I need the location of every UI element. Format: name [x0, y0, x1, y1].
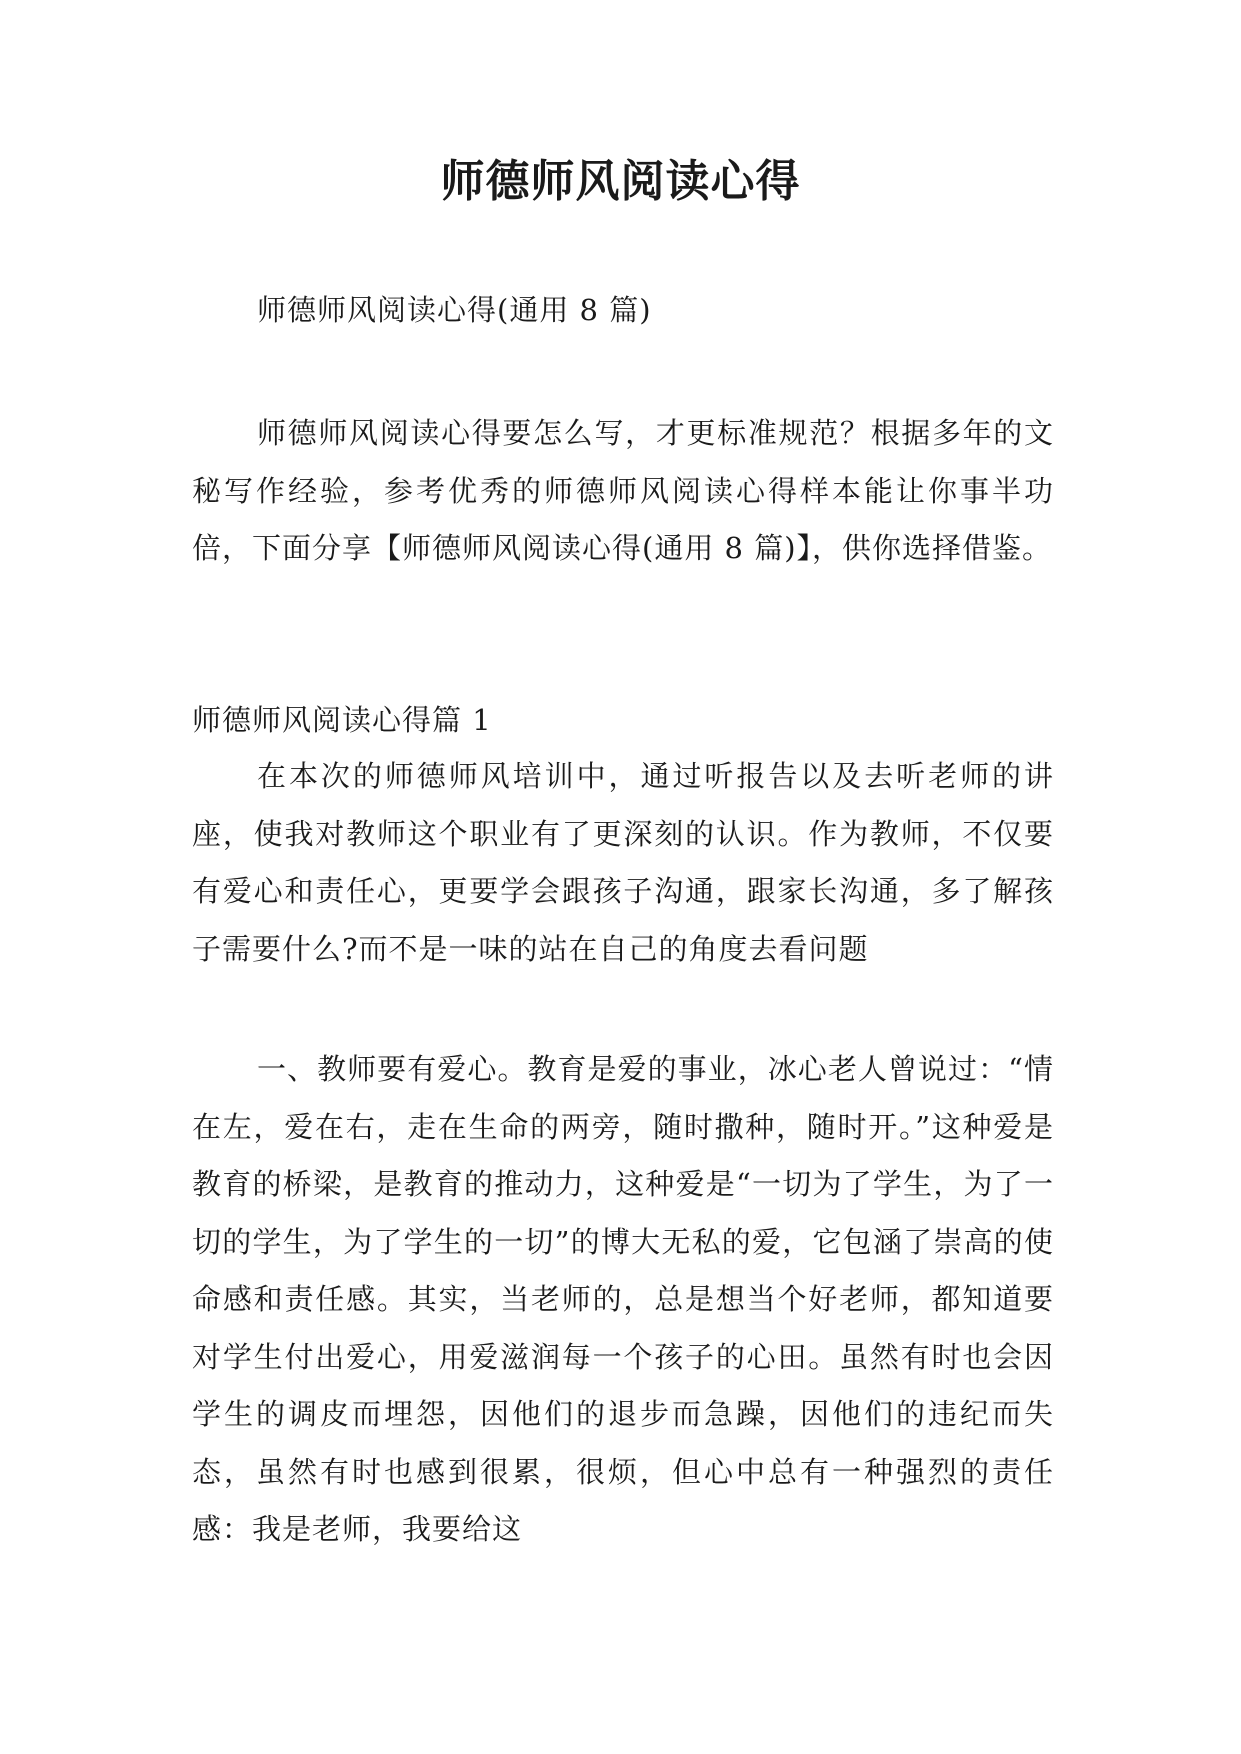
body-paragraph-1: 在本次的师德师风培训中，通过听报告以及去听老师的讲座，使我对教师这个职业有了更深刻的认识。作为教师，不仅要有爱心和责任心，更要学会跟孩子沟通，跟家长沟通，多了解孩子需要什么?而不是一味的站在自己的角度去看问题	[192, 759, 1054, 966]
document-subtitle: 师德师风阅读心得(通用 8 篇)	[257, 293, 652, 327]
body-paragraph-2: 一、教师要有爱心。教育是爱的事业，冰心老人曾说过：“情在左，爱在右，走在生命的两旁，随时撒种，随时开。”这种爱是教育的桥梁，是教育的推动力，这种爱是“一切为了学生，为了一切的学生，为了学生的一切”的博大无私的爱，它包涵了崇高的使命感和责任感。其实，当老师的，总是想当个好老师，都知道要对学生付出爱心，用爱滋润每一个孩子的心田。虽然有时也会因学生的调皮而埋怨，因他们的退步而急躁，因他们的违纪而失态，虽然有时也感到很累，很烦，但心中总有一种强烈的责任感：我是老师，我要给这	[192, 1052, 1054, 1546]
intro-paragraph: 师德师风阅读心得要怎么写，才更标准规范？根据多年的文秘写作经验，参考优秀的师德师风阅读心得样本能让你事半功倍，下面分享【师德师风阅读心得(通用 8 篇)】，供你选择借鉴。	[192, 416, 1054, 565]
document-title: 师德师风阅读心得	[440, 156, 801, 207]
section-heading: 师德师风阅读心得篇 1	[192, 703, 492, 737]
